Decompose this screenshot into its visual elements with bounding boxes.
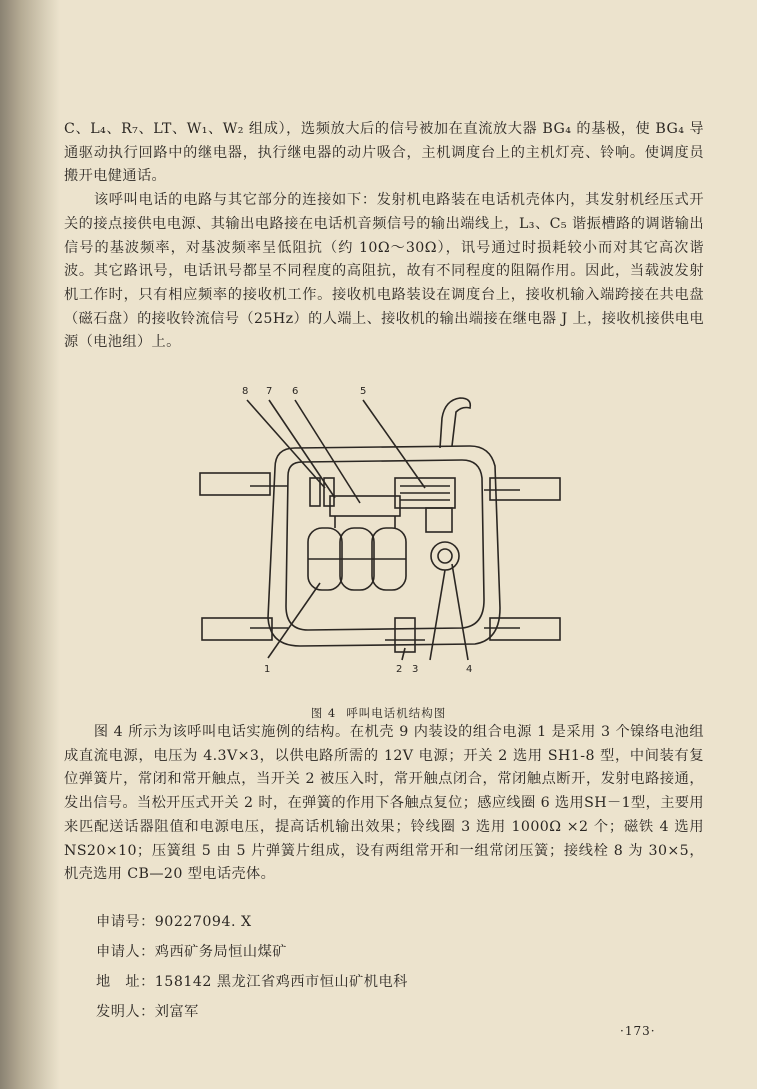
label-7: 7 (266, 386, 273, 397)
address-value: 158142 黑龙江省鸡西市恒山矿机电科 (154, 974, 408, 990)
inventor-line (96, 1001, 199, 1021)
book-spine-shadow (0, 0, 60, 1089)
applicant-line (96, 941, 287, 961)
paragraph-connection: 该呼叫电话的电路与其它部分的连接如下：发射机电路装在电话机壳体内，其发射机经压式开关的接点接供电电源、其输出电路接在电话机音频信号的输出端线上，L₃、C₅ 谐振槽路的调谐输出信号的基波频率，对基波频率呈低阻抗（约 10Ω～30Ω），讯号通过时损耗较小而对其它高次谐波。其它路讯号，电话讯号都呈不同程度的高阻抗，故有不同程度的阻隔作用。因此，当载波发射机工作时，只有相应频率的接收机工作。接收机电路装设在调度台上，接收机输入端跨接在共电盘（磁石盘）的接收铃流信号（25Hz）的人端上、接收机的输出端接在继电器 J 上，接收机接供电电源（电池组）上。 (64, 192, 704, 351)
right-lower-flange (490, 618, 560, 640)
application-number-line (96, 911, 252, 931)
label-6: 6 (292, 386, 299, 397)
caption-number: 图 4 (310, 706, 337, 720)
inventor-value: 刘富军 (154, 1004, 199, 1020)
label-5: 5 (360, 386, 367, 397)
phone-structure-drawing (190, 378, 570, 688)
paragraph-continued: C、L₄、R₇、LT、W₁、W₂ 组成），选频放大后的信号被加在直流放大器 BG₄ 的基极，使 BG₄ 导通驱动执行回路中的继电器，执行继电器的动片吸合，主机调度台上的主机灯亮、铃响。使调度员搬开电健通话。 (64, 121, 704, 185)
address-label: 地 址： (96, 974, 155, 990)
address-line (96, 971, 408, 991)
phone-structure-figure (190, 378, 570, 688)
label-1: 1 (264, 664, 271, 675)
bottom-text-block (64, 721, 704, 887)
label-8: 8 (242, 386, 249, 397)
label-2: 2 (396, 664, 403, 675)
inventor-label: 发明人： (96, 1004, 155, 1020)
left-upper-flange (200, 473, 270, 495)
top-text-block (64, 118, 704, 355)
right-upper-flange (490, 478, 560, 500)
applicant-label: 申请人： (96, 944, 155, 960)
left-lower-flange (202, 618, 272, 640)
caption-title: 呼叫电话机结构图 (346, 706, 447, 720)
paragraph-figure-description: 图 4 所示为该呼叫电话实施例的结构。在机壳 9 内装设的组合电源 1 是采用 3 个镍络电池组成直流电源，电压为 4.3V×3，以供电路所需的 12V 电源；开关 2 选用 SH1-8 型，中间装有复位弹簧片，常闭和常开触点，当开关 2 被压入时，常开触点闭合，常闭触点断开，发射电路接通，发出信号。当松开压式开关 2 时，在弹簧的作用下各触点复位；感应线圈 6 选用SH－1型，主要用来匹配送话器阻值和电源电压，提高话机输出效果；铃线圈 3 选用 1000Ω ×2 个；磁铁 4 选用 NS20×10；压簧组 5 由 5 片弹簧片组成，设有两组常开和一组常闭压簧；接线栓 8 为 30×5，机壳选用 CB—20 型电话壳体。 (64, 724, 704, 883)
hook (440, 398, 470, 448)
housing-outer (268, 446, 500, 646)
figure-caption (0, 705, 757, 721)
app-no-value: 90227094. X (154, 914, 252, 930)
label-4: 4 (466, 664, 473, 675)
app-no-label: 申请号： (96, 914, 155, 930)
page-number: ·173· (620, 1024, 656, 1038)
applicant-value: 鸡西矿务局恒山煤矿 (154, 944, 287, 960)
label-3: 3 (412, 664, 419, 675)
